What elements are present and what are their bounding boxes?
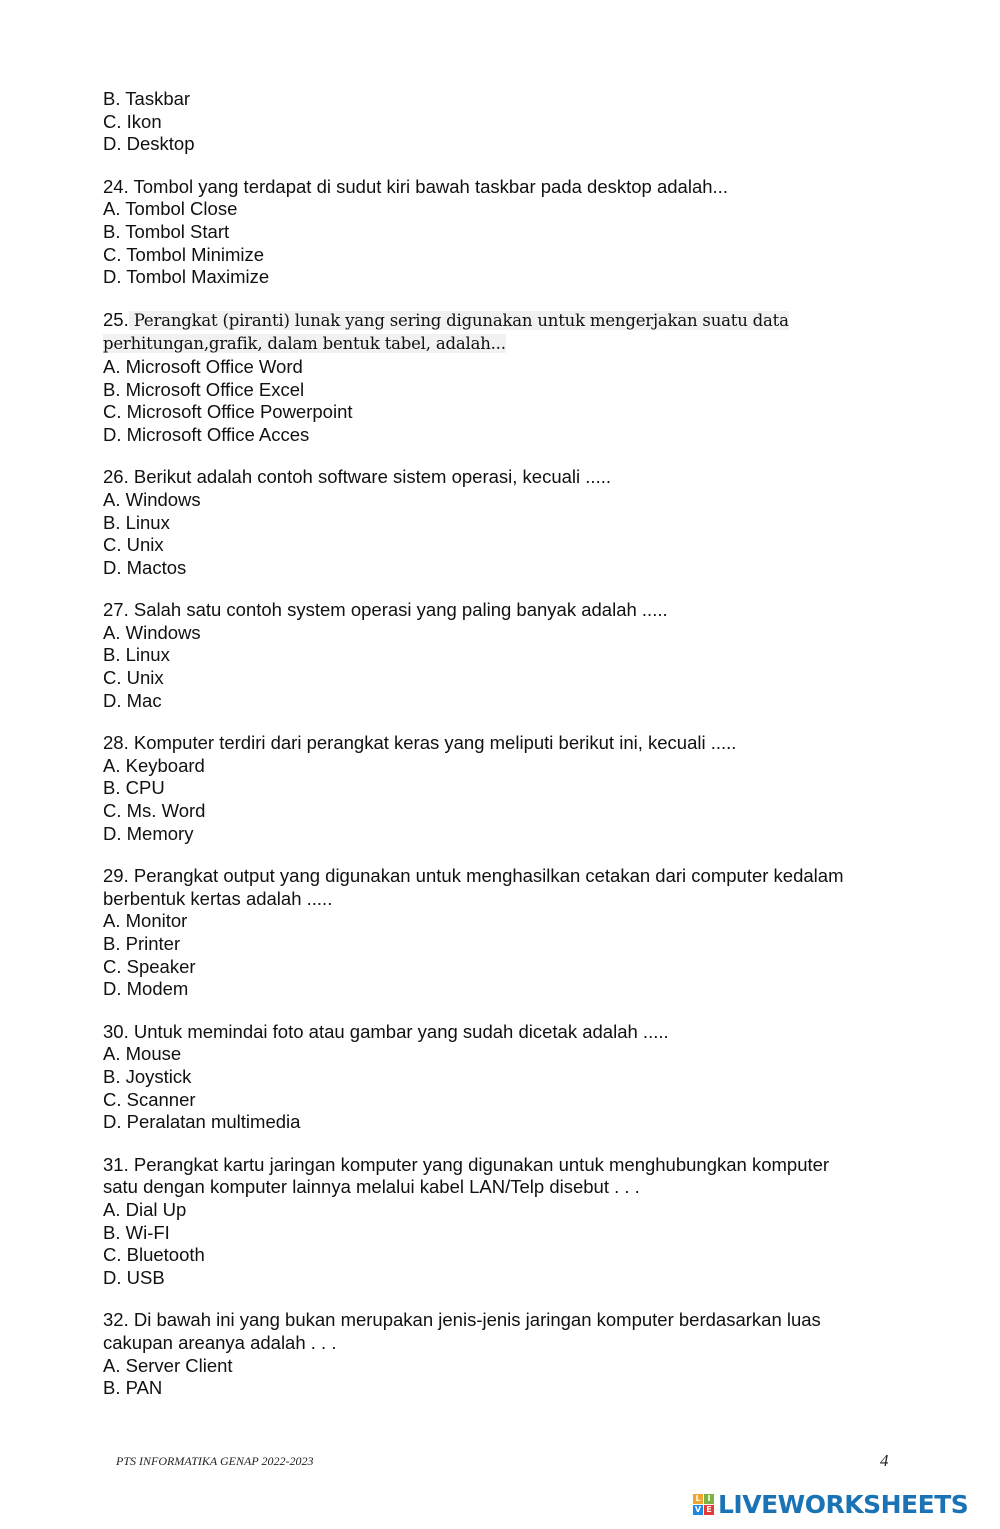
answer-option: D. USB <box>103 1266 165 1288</box>
logo-cell: E <box>704 1505 714 1515</box>
answer-option: D. Mac <box>103 689 162 711</box>
question-block-31 <box>103 1154 903 1290</box>
question-text <box>103 332 903 356</box>
answer-option: C. Scanner <box>103 1088 196 1110</box>
footer-title: PTS INFORMATIKA GENAP 2022-2023 <box>116 1454 314 1468</box>
answer-option: B. Joystick <box>103 1065 192 1087</box>
answer-option: A. Windows <box>103 488 201 510</box>
question-text: cakupan areanya adalah . . . <box>103 1331 337 1353</box>
question-text-highlighted: perhitungan,grafik, dalam bentuk tabel, adalah... <box>103 334 506 354</box>
question-block-23-tail <box>103 88 903 156</box>
answer-option: A. Microsoft Office Word <box>103 355 303 377</box>
question-block-26 <box>103 466 903 579</box>
answer-option: B. Taskbar <box>103 88 191 109</box>
question-text-highlighted: Perangkat (piranti) lunak yang sering digunakan untuk mengerjakan suatu data <box>128 310 789 330</box>
answer-option: B. Linux <box>103 511 170 533</box>
question-number: 25. <box>103 308 129 330</box>
answer-option: A. Monitor <box>103 910 188 932</box>
question-text: 29. Perangkat output yang digunakan untuk menghasilkan cetakan dari computer kedalam <box>103 865 844 887</box>
answer-option: C. Bluetooth <box>103 1244 205 1266</box>
answer-option: B. Wi-FI <box>103 1221 170 1243</box>
answer-option: D. Desktop <box>103 133 195 155</box>
answer-option: C. Unix <box>103 667 164 689</box>
logo-cell: V <box>694 1504 702 1514</box>
question-block-25 <box>103 309 903 447</box>
question-text: satu dengan komputer lainnya melalui kabel LAN/Telp disebut . . . <box>103 1176 640 1198</box>
question-text <box>103 309 903 333</box>
answer-option: A. Windows <box>103 621 201 643</box>
answer-option: C. Unix <box>103 534 164 556</box>
answer-option: B. CPU <box>103 777 165 799</box>
answer-option: C. Ms. Word <box>103 800 206 822</box>
answer-option: D. Peralatan multimedia <box>103 1111 301 1133</box>
brand-name: LIVEWORKSHEETS <box>718 1490 969 1519</box>
liveworksheets-logo-icon <box>693 1494 715 1516</box>
answer-option: B. Microsoft Office Excel <box>103 378 305 400</box>
answer-option: A. Keyboard <box>103 754 205 776</box>
answer-option: A. Server Client <box>103 1354 233 1376</box>
answer-option: B. Tombol Start <box>103 220 230 242</box>
logo-cell: I <box>704 1494 714 1504</box>
answer-option: A. Dial Up <box>103 1198 187 1220</box>
question-block-24 <box>103 176 903 289</box>
question-text: 26. Berikut adalah contoh software sistem operasi, kecuali ..... <box>103 466 611 488</box>
question-text: 28. Komputer terdiri dari perangkat keras yang meliputi berikut ini, kecuali ..... <box>103 732 737 754</box>
answer-option: B. Linux <box>103 644 170 666</box>
answer-option: D. Modem <box>103 978 189 1000</box>
question-block-27 <box>103 599 903 712</box>
answer-option: A. Tombol Close <box>103 198 238 220</box>
answer-option: D. Mactos <box>103 556 187 578</box>
liveworksheets-brand[interactable] <box>693 1490 968 1519</box>
answer-option: C. Speaker <box>103 955 196 977</box>
question-block-28 <box>103 732 903 845</box>
worksheet-content <box>103 88 903 1400</box>
question-text: 27. Salah satu contoh system operasi yang paling banyak adalah ..... <box>103 599 668 621</box>
answer-option: C. Tombol Minimize <box>103 243 265 265</box>
question-text: 31. Perangkat kartu jaringan komputer yang digunakan untuk menghubungkan komputer <box>103 1153 830 1175</box>
question-text: 32. Di bawah ini yang bukan merupakan jenis-jenis jaringan komputer berdasarkan luas <box>103 1309 821 1331</box>
answer-option: A. Mouse <box>103 1043 182 1065</box>
answer-option: D. Microsoft Office Acces <box>103 423 310 445</box>
question-block-29 <box>103 865 903 1001</box>
question-text: berbentuk kertas adalah ..... <box>103 887 333 909</box>
question-text: 30. Untuk memindai foto atau gambar yang sudah dicetak adalah ..... <box>103 1020 669 1042</box>
answer-option: C. Ikon <box>103 110 162 132</box>
question-block-32 <box>103 1309 903 1399</box>
question-block-30 <box>103 1021 903 1134</box>
question-text: 24. Tombol yang terdapat di sudut kiri bawah taskbar pada desktop adalah... <box>103 175 728 197</box>
answer-option: D. Tombol Maximize <box>103 266 270 288</box>
answer-option: B. PAN <box>103 1377 163 1399</box>
answer-option: D. Memory <box>103 822 194 844</box>
logo-cell: L <box>693 1494 703 1504</box>
page-number: 4 <box>880 1451 889 1470</box>
answer-option: C. Microsoft Office Powerpoint <box>103 401 353 423</box>
answer-option: B. Printer <box>103 933 181 954</box>
